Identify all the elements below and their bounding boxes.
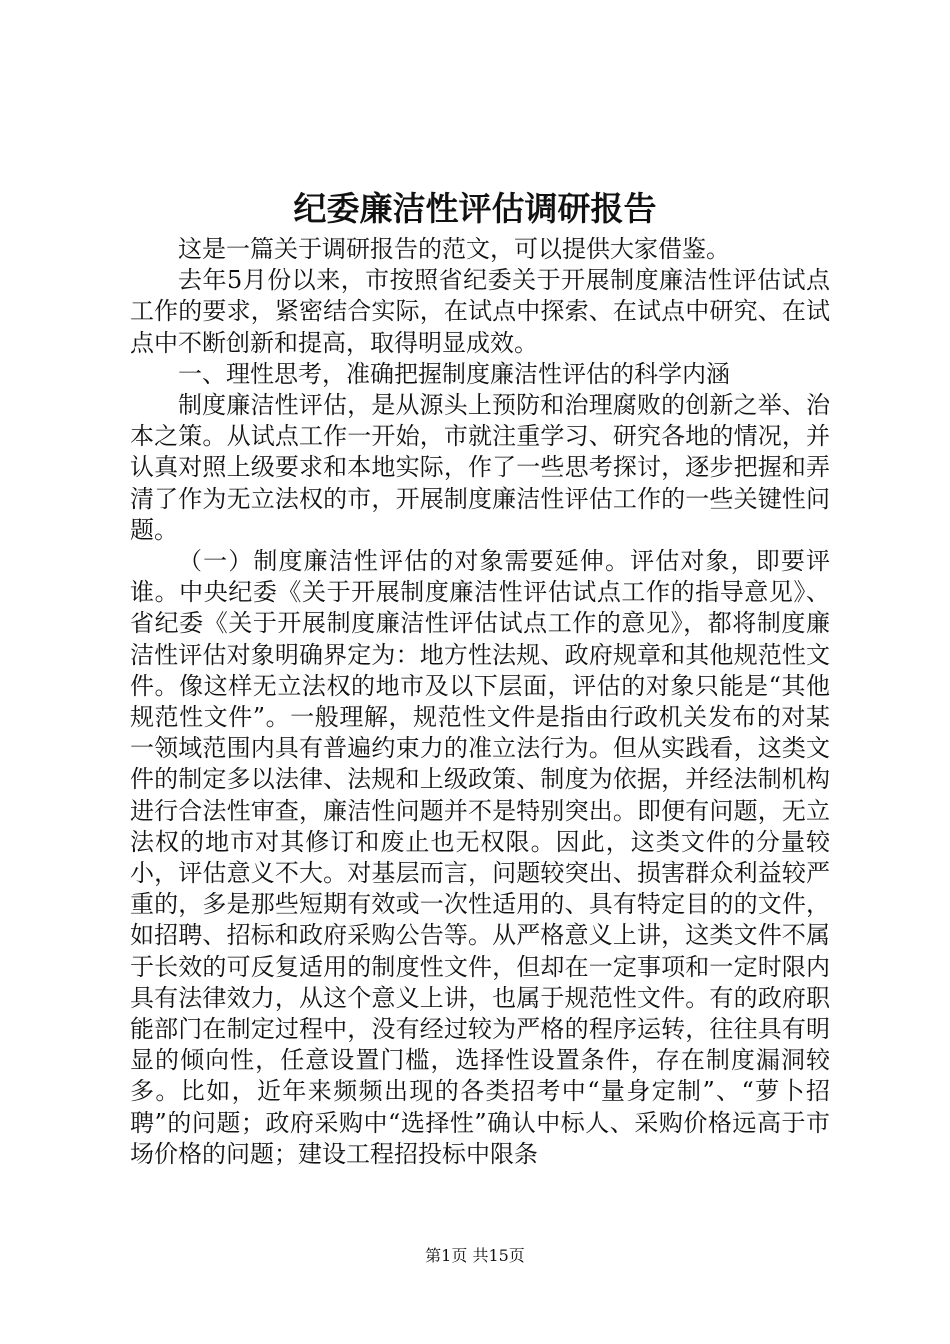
document-title: 纪委廉洁性评估调研报告 <box>293 189 657 228</box>
paragraph-definition: 制度廉洁性评估，是从源头上预防和治理腐败的创新之举、治本之策。从试点工作一开始，市就注重学习、研究各地的情况，并认真对照上级要求和本地实际，作了一些思考探讨，逐步把握和弄清了作为无立法权的市，开展制度廉洁性评估工作的一些关键性问题。 <box>130 391 830 544</box>
section-heading-1: 一、理性思考，准确把握制度廉洁性评估的科学内涵 <box>178 359 730 388</box>
paragraph-evaluation-object: （一）制度廉洁性评估的对象需要延伸。评估对象，即要评谁。中央纪委《关于开展制度廉洁性评估试点工作的指导意见》、省纪委《关于开展制度廉洁性评估试点工作的意见》，都将制度廉洁性评估对象明确界定为：地方性法规、政府规章和其他规范性文件。像这样无立法权的地市及以下层面，评估的对象只能是“其他规范性文件”。一般理解，规范性文件是指由行政机关发布的对某一领域范围内具有普遍约束力的准立法行为。但从实践看，这类文件的制定多以法律、法规和上级政策、制度为依据，并经法制机构进行合法性审查，廉洁性问题并不是特别突出。即便有问题，无立法权的地市对其修订和废止也无权限。因此，这类文件的分量较小，评估意义不大。对基层而言，问题较突出、损害群众利益较严重的，多是那些短期有效或一次性适用的、具有特定目的的文件，如招聘、招标和政府采购公告等。从严格意义上讲，这类文件不属于长效的可反复适用的制度性文件，但却在一定事项和一定时限内具有法律效力，从这个意义上讲，也属于规范性文件。有的政府职能部门在制定过程中，没有经过较为严格的程序运转，往往具有明显的倾向性，任意设置门槛，选择性设置条件，存在制度漏洞较多。比如，近年来频频出现的各类招考中“量身定制”、“萝卜招聘”的问题；政府采购中“选择性”确认中标人、采购价格远高于市场价格的问题；建设工程招投标中限条 <box>130 547 830 1168</box>
document-body <box>130 234 830 1170</box>
paragraph-overview: 去年5月份以来，市按照省纪委关于开展制度廉洁性评估试点工作的要求，紧密结合实际，在试点中探索、在试点中研究、在试点中不断创新和提高，取得明显成效。 <box>130 266 830 357</box>
page-footer: 第1页 共15页 <box>425 1246 525 1265</box>
paragraph-intro: 这是一篇关于调研报告的范文，可以提供大家借鉴。 <box>178 235 730 263</box>
